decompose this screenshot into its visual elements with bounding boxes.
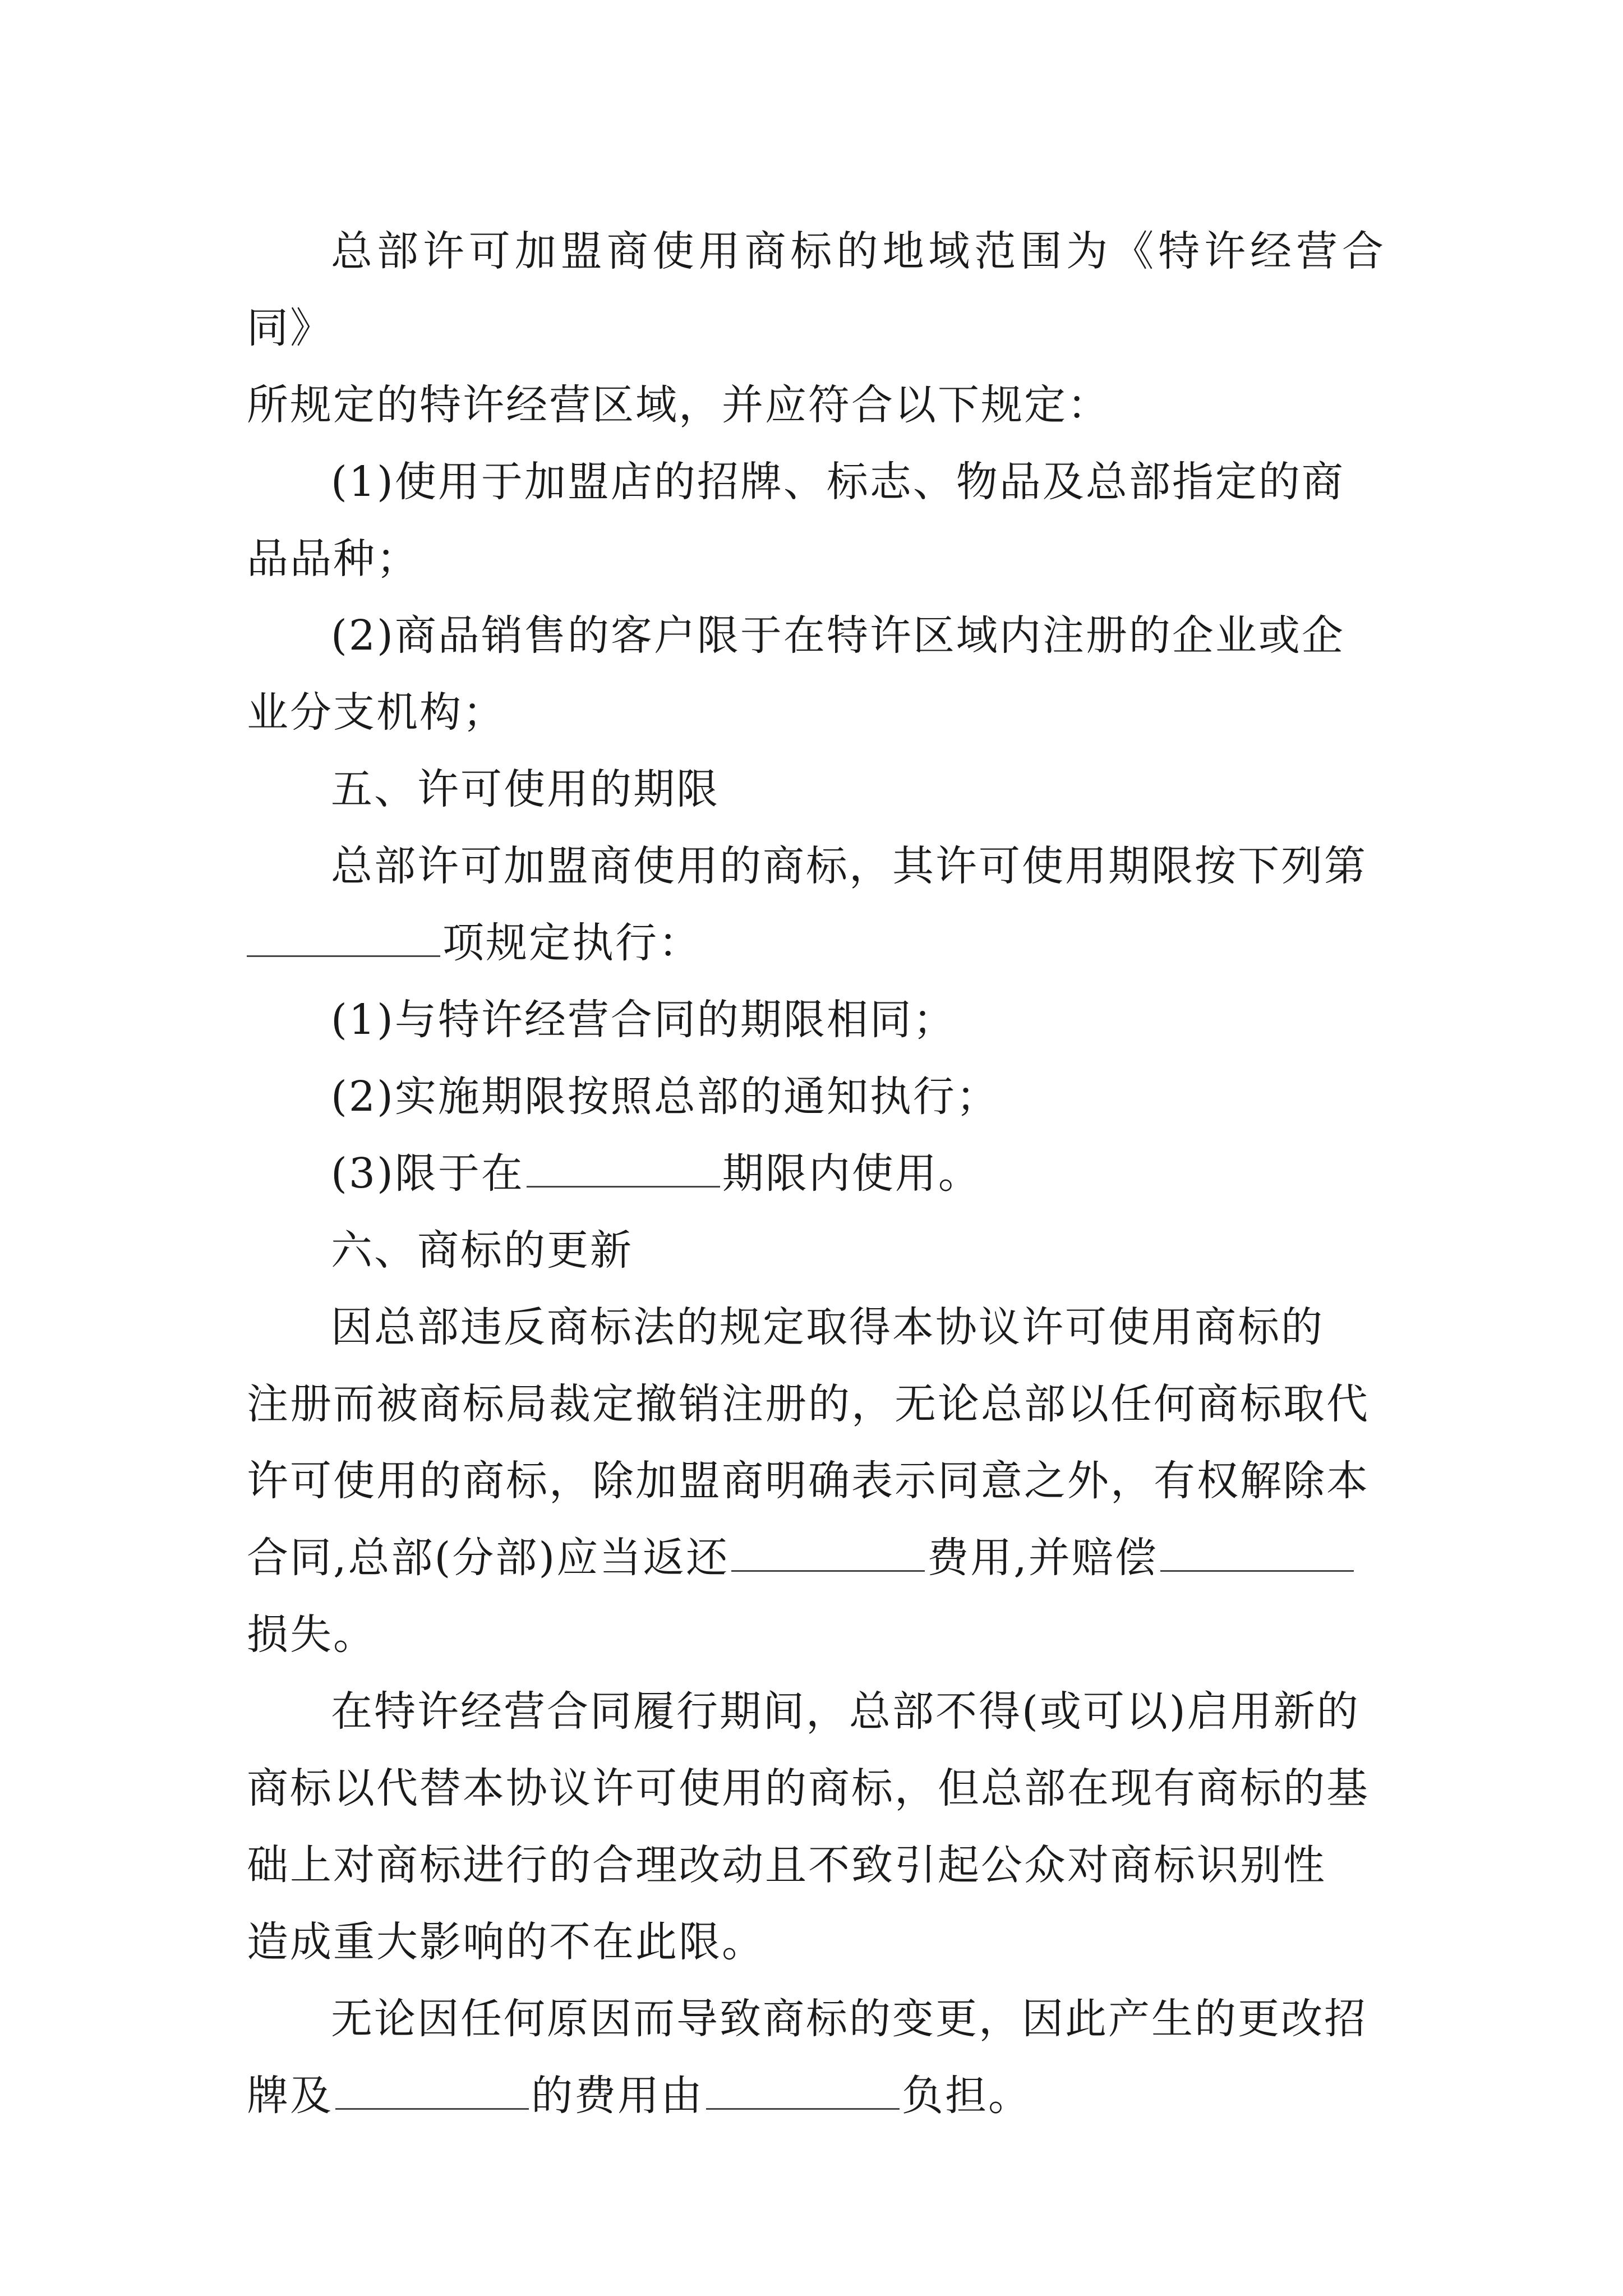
fill-in-blank[interactable] (706, 2073, 900, 2110)
text-fragment: 牌及 (247, 2072, 333, 2120)
fill-in-blank[interactable] (1160, 1535, 1354, 1572)
paragraph-item-2 (247, 597, 1385, 751)
text-line: (2)实施期限按照总部的通知执行； (331, 1073, 999, 1121)
text-line: 所规定的特许经营区域，并应符合以下规定： (247, 381, 1110, 429)
text-fragment: 费用,并赔偿 (927, 1534, 1158, 1582)
text-fragment: 负担。 (902, 2072, 1031, 2120)
text-line: (1)与特许经营合同的期限相同； (331, 996, 956, 1044)
text-fragment: 期限内使用。 (722, 1149, 981, 1198)
text-line: 损失。 (247, 1611, 376, 1659)
text-fragment: 项规定执行： (442, 919, 702, 967)
section-heading-6 (247, 1212, 1385, 1289)
paragraph-term-option-2 (247, 1059, 1385, 1135)
text-line: 许可使用的商标，除加盟商明确表示同意之外，有权解除本 (247, 1457, 1370, 1505)
text-fragment: 合同,总部(分部)应当返还 (247, 1534, 730, 1582)
fill-in-blank[interactable] (527, 1151, 720, 1188)
text-line (163, 1520, 1385, 1596)
text-line: 因总部违反商标法的规定取得本协议许可使用商标的 (331, 1303, 1324, 1351)
paragraph-license-term (247, 828, 1385, 982)
text-line: 造成重大影响的不在此限。 (247, 1918, 765, 1966)
paragraph-revocation (247, 1289, 1385, 1673)
paragraph-new-trademark (247, 1673, 1385, 1981)
text-line: 注册而被商标局裁定撤销注册的，无论总部以任何商标取代 (247, 1380, 1370, 1428)
paragraph-term-option-3 (247, 1135, 1385, 1212)
text-line: (2)商品销售的客户限于在特许区域内注册的企业或企 (331, 611, 1345, 660)
text-line: 总部许可加盟商使用的商标，其许可使用期限按下列第 (331, 842, 1367, 890)
document-page (247, 213, 1385, 2134)
fill-in-blank[interactable] (731, 1535, 925, 1572)
text-line: 在特许经营合同履行期间，总部不得(或可以)启用新的 (331, 1687, 1360, 1736)
paragraph-territory (247, 213, 1385, 444)
fill-in-blank[interactable] (335, 2073, 529, 2110)
text-line: (1)使用于加盟店的招牌、标志、物品及总部指定的商 (331, 458, 1345, 506)
text-fragment: (3)限于在 (331, 1149, 524, 1198)
text-line: 无论因任何原因而导致商标的变更，因此产生的更改招 (331, 1995, 1367, 2043)
text-line: 础上对商标进行的合理改动且不致引起公众对商标识别性 (247, 1841, 1326, 1889)
paragraph-change-costs (247, 1981, 1385, 2134)
text-line: 商标以代替本协议许可使用的商标，但总部在现有商标的基 (247, 1764, 1370, 1812)
text-fragment: 的费用由 (531, 2072, 704, 2120)
heading-text: 五、许可使用的期限 (331, 765, 720, 813)
section-heading-5 (247, 751, 1385, 828)
paragraph-term-option-1 (247, 982, 1385, 1059)
text-line (163, 905, 1385, 982)
fill-in-blank[interactable] (247, 921, 440, 957)
text-line: 业分支机构； (247, 688, 506, 737)
paragraph-item-1 (247, 444, 1385, 597)
heading-text: 六、商标的更新 (331, 1226, 633, 1274)
text-line: 总部许可加盟商使用商标的地域范围为《特许经营合同》 (247, 227, 1385, 352)
text-line: 品品种； (247, 535, 419, 583)
text-line (247, 1135, 1385, 1212)
text-line (163, 2058, 1385, 2134)
